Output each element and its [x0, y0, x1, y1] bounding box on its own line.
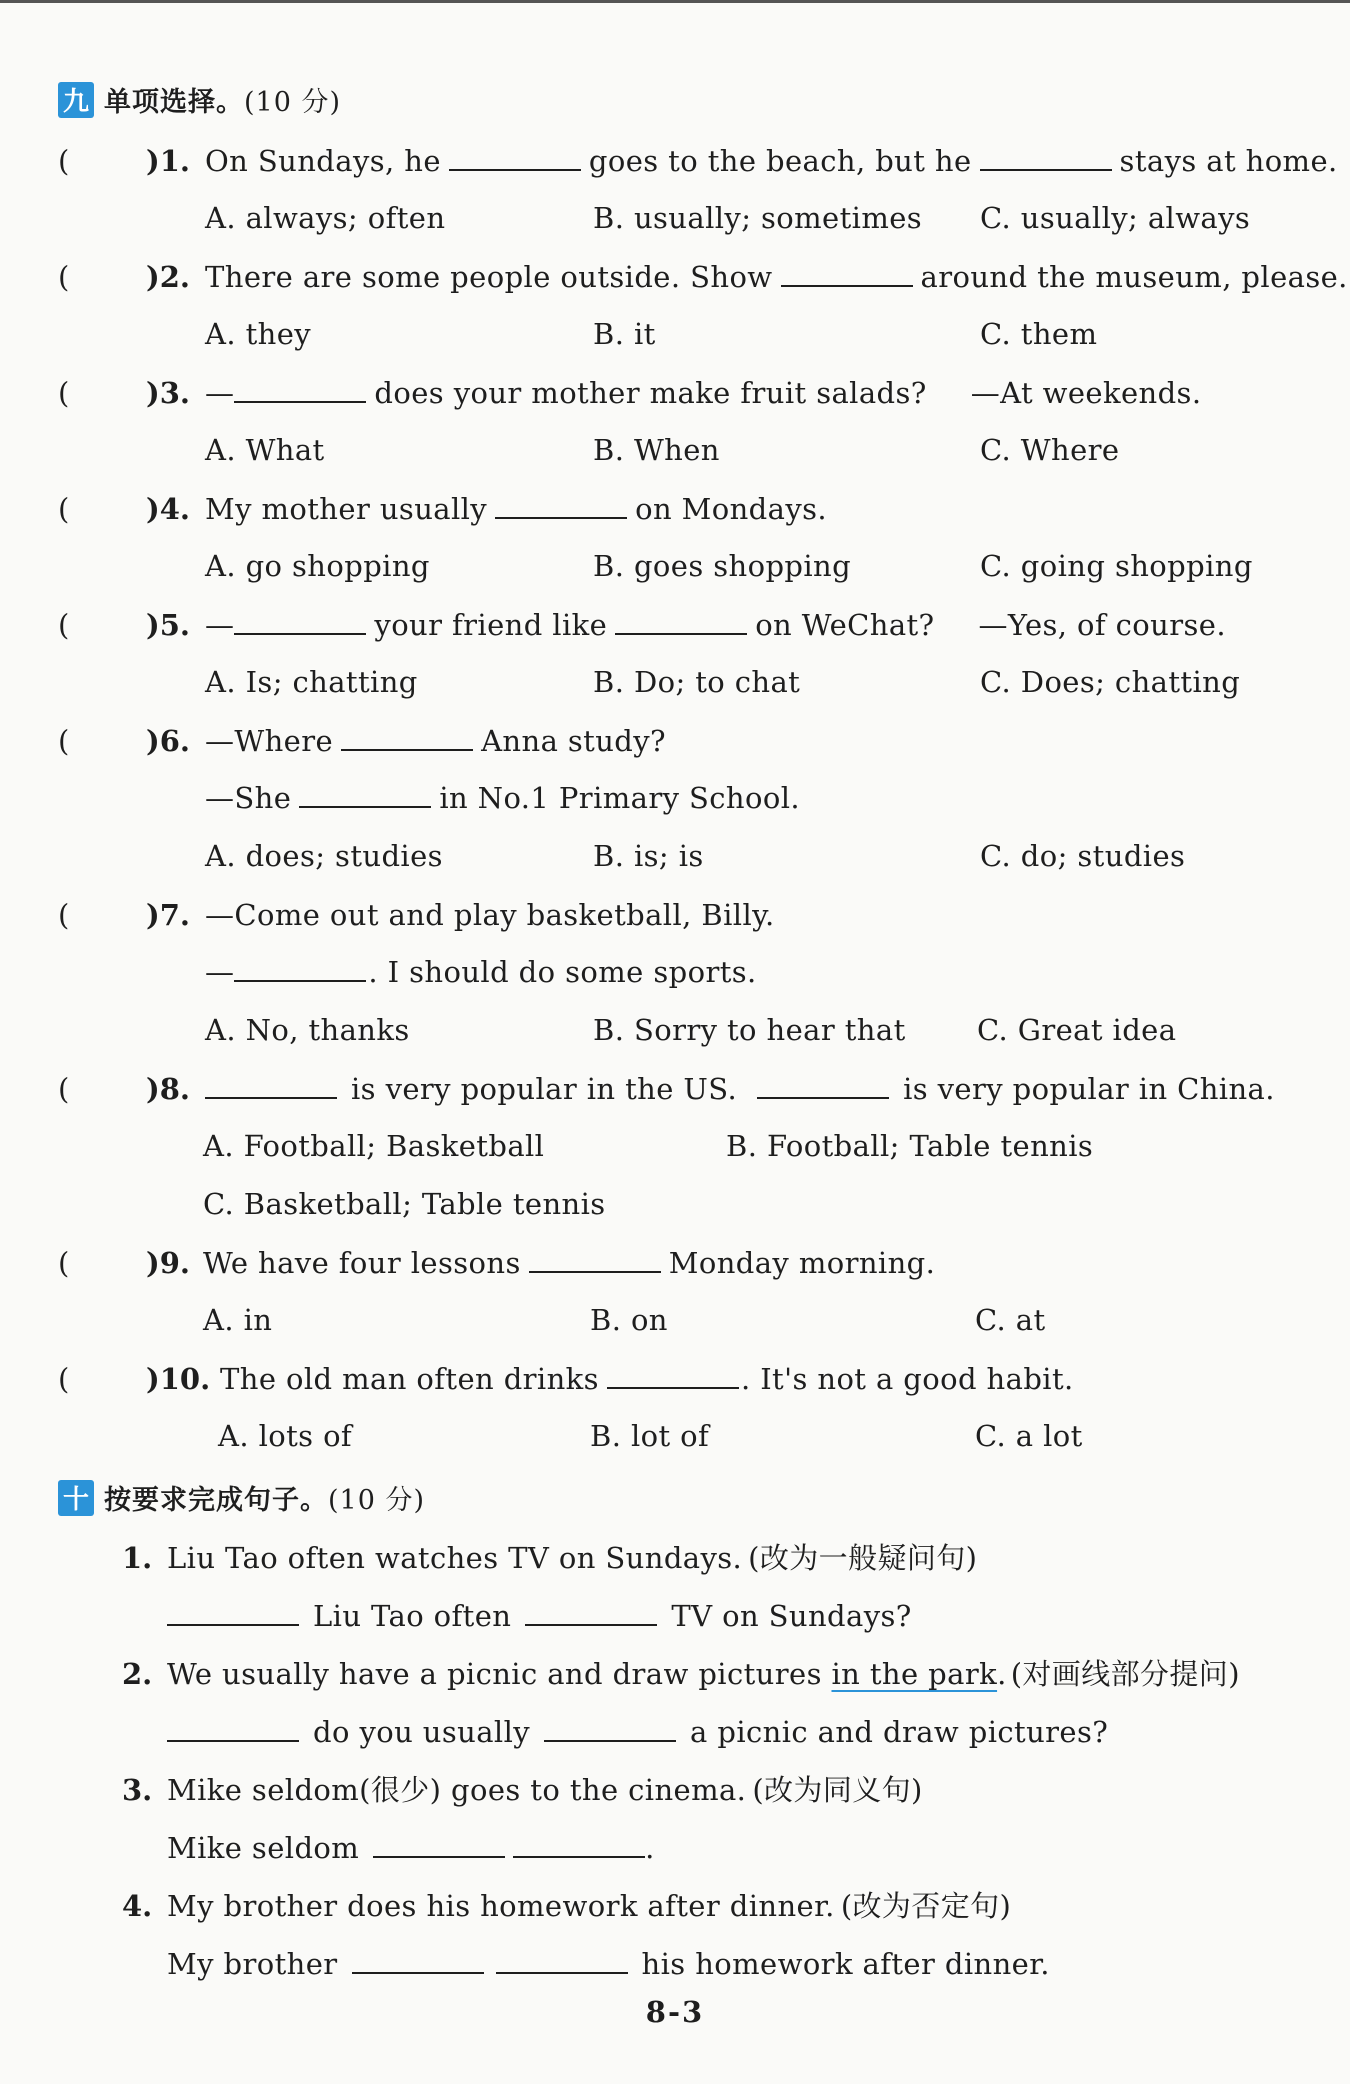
question-4: My mother usually on Mondays. — [205, 492, 828, 526]
question-6-response: —She in No.1 Primary School. — [205, 781, 800, 815]
blank[interactable] — [544, 1714, 676, 1742]
option-c[interactable]: C. a lot — [975, 1419, 1083, 1453]
blank[interactable] — [234, 375, 366, 403]
option-b[interactable]: B. goes shopping — [593, 549, 852, 583]
option-c[interactable]: C. usually; always — [980, 201, 1251, 235]
blank[interactable] — [205, 1071, 337, 1099]
question-3: — does your mother make fruit salads? —At weekends. — [205, 376, 1202, 410]
sentence-1: Liu Tao often watches TV on Sundays. (改为一般疑问句) — [167, 1541, 978, 1575]
answer-paren[interactable]: ( — [58, 1246, 70, 1280]
option-a[interactable]: A. in — [203, 1303, 273, 1337]
answer-paren[interactable]: ( — [58, 898, 70, 932]
option-a[interactable]: A. they — [205, 317, 312, 351]
blank[interactable] — [495, 491, 627, 519]
answer-paren[interactable]: ( — [58, 608, 70, 642]
option-a[interactable]: A. No, thanks — [205, 1013, 410, 1047]
underlined-phrase: in the park — [831, 1657, 998, 1691]
option-b[interactable]: B. is; is — [593, 839, 704, 873]
blank[interactable] — [607, 1361, 739, 1389]
top-border — [0, 0, 1350, 3]
question-9: We have four lessons Monday morning. — [203, 1246, 936, 1280]
option-a[interactable]: A. lots of — [218, 1419, 353, 1453]
answer-paren[interactable]: ( — [58, 724, 70, 758]
sentence-4-answer: My brother his homework after dinner. — [167, 1947, 1050, 1981]
question-number: )1. — [146, 144, 190, 178]
answer-paren[interactable]: ( — [58, 260, 70, 294]
blank[interactable] — [496, 1946, 628, 1974]
blank[interactable] — [167, 1598, 299, 1626]
page-number: 8-3 — [645, 1995, 705, 2029]
option-c[interactable]: C. do; studies — [980, 839, 1186, 873]
blank[interactable] — [529, 1245, 661, 1273]
sentence-number: 1. — [122, 1541, 153, 1575]
option-a[interactable]: A. does; studies — [205, 839, 443, 873]
blank[interactable] — [234, 607, 366, 635]
blank[interactable] — [757, 1071, 889, 1099]
option-a[interactable]: A. Is; chatting — [205, 665, 418, 699]
blank[interactable] — [234, 954, 366, 982]
option-a[interactable]: A. go shopping — [205, 549, 430, 583]
question-number: )10. — [146, 1362, 211, 1396]
blank[interactable] — [781, 259, 913, 287]
question-number: )3. — [146, 376, 190, 410]
sentence-number: 4. — [122, 1889, 153, 1923]
question-number: )8. — [146, 1072, 190, 1106]
sentence-1-answer: Liu Tao often TV on Sundays? — [167, 1596, 912, 1636]
question-6: —Where Anna study? — [205, 724, 666, 758]
answer-paren[interactable]: ( — [58, 376, 70, 410]
sentence-4: My brother does his homework after dinner. (改为否定句) — [167, 1889, 1012, 1923]
sentence-2-answer: do you usually a picnic and draw pictures? — [167, 1712, 1108, 1752]
option-c[interactable]: C. Basketball; Table tennis — [203, 1187, 606, 1221]
question-7: —Come out and play basketball, Billy. — [205, 898, 775, 932]
option-c[interactable]: C. Does; chatting — [980, 665, 1241, 699]
question-number: )9. — [146, 1246, 190, 1280]
option-c[interactable]: C. at — [975, 1303, 1046, 1337]
answer-paren[interactable]: ( — [58, 144, 70, 178]
question-number: )7. — [146, 898, 190, 932]
answer-paren[interactable]: ( — [58, 492, 70, 526]
blank[interactable] — [525, 1598, 657, 1626]
question-1: On Sundays, he goes to the beach, but he stays at home. — [205, 144, 1338, 178]
option-b[interactable]: B. When — [593, 433, 720, 467]
option-a[interactable]: A. always; often — [205, 201, 446, 235]
section-10-header — [58, 1478, 425, 1517]
blank[interactable] — [615, 607, 747, 635]
sentence-2: We usually have a picnic and draw pictures in the park. (对画线部分提问) — [167, 1657, 1240, 1691]
option-b[interactable]: B. Sorry to hear that — [593, 1013, 906, 1047]
option-b[interactable]: B. it — [593, 317, 656, 351]
section-10-title: 按要求完成句子。(10 分) — [104, 1485, 426, 1516]
answer-paren[interactable]: ( — [58, 1362, 70, 1396]
option-b[interactable]: B. Do; to chat — [593, 665, 801, 699]
option-b[interactable]: B. usually; sometimes — [593, 201, 923, 235]
option-a[interactable]: A. Football; Basketball — [203, 1129, 545, 1163]
option-a[interactable]: A. What — [205, 433, 325, 467]
question-2: There are some people outside. Show around the museum, please. — [205, 260, 1348, 294]
option-c[interactable]: C. Great idea — [977, 1013, 1177, 1047]
section-10-badge: 十 — [58, 1480, 94, 1516]
answer-paren[interactable]: ( — [58, 1072, 70, 1106]
option-b[interactable]: B. lot of — [590, 1419, 710, 1453]
question-number: )5. — [146, 608, 190, 642]
blank[interactable] — [373, 1830, 505, 1858]
option-c[interactable]: C. them — [980, 317, 1098, 351]
blank[interactable] — [167, 1714, 299, 1742]
option-b[interactable]: B. Football; Table tennis — [726, 1129, 1094, 1163]
blank[interactable] — [352, 1946, 484, 1974]
section-9-title: 单项选择。(10 分) — [104, 87, 342, 118]
option-b[interactable]: B. on — [590, 1303, 668, 1337]
sentence-number: 2. — [122, 1657, 153, 1691]
question-8: is very popular in the US. is very popular in China. — [205, 1069, 1275, 1109]
sentence-3-answer: Mike seldom . — [167, 1831, 655, 1865]
blank[interactable] — [449, 143, 581, 171]
blank[interactable] — [341, 723, 473, 751]
blank[interactable] — [980, 143, 1112, 171]
option-c[interactable]: C. going shopping — [980, 549, 1253, 583]
blank[interactable] — [299, 780, 431, 808]
question-5: — your friend like on WeChat? —Yes, of course. — [205, 608, 1226, 642]
option-c[interactable]: C. Where — [980, 433, 1120, 467]
question-10: The old man often drinks . It's not a good habit. — [220, 1362, 1074, 1396]
question-7-response: — . I should do some sports. — [205, 955, 757, 989]
sentence-3: Mike seldom(很少) goes to the cinema. (改为同义句) — [167, 1773, 923, 1807]
question-number: )4. — [146, 492, 190, 526]
blank[interactable] — [513, 1830, 645, 1858]
section-9-badge: 九 — [58, 82, 94, 118]
sentence-number: 3. — [122, 1773, 153, 1807]
question-number: )6. — [146, 724, 190, 758]
section-9-header — [58, 80, 341, 119]
question-number: )2. — [146, 260, 190, 294]
